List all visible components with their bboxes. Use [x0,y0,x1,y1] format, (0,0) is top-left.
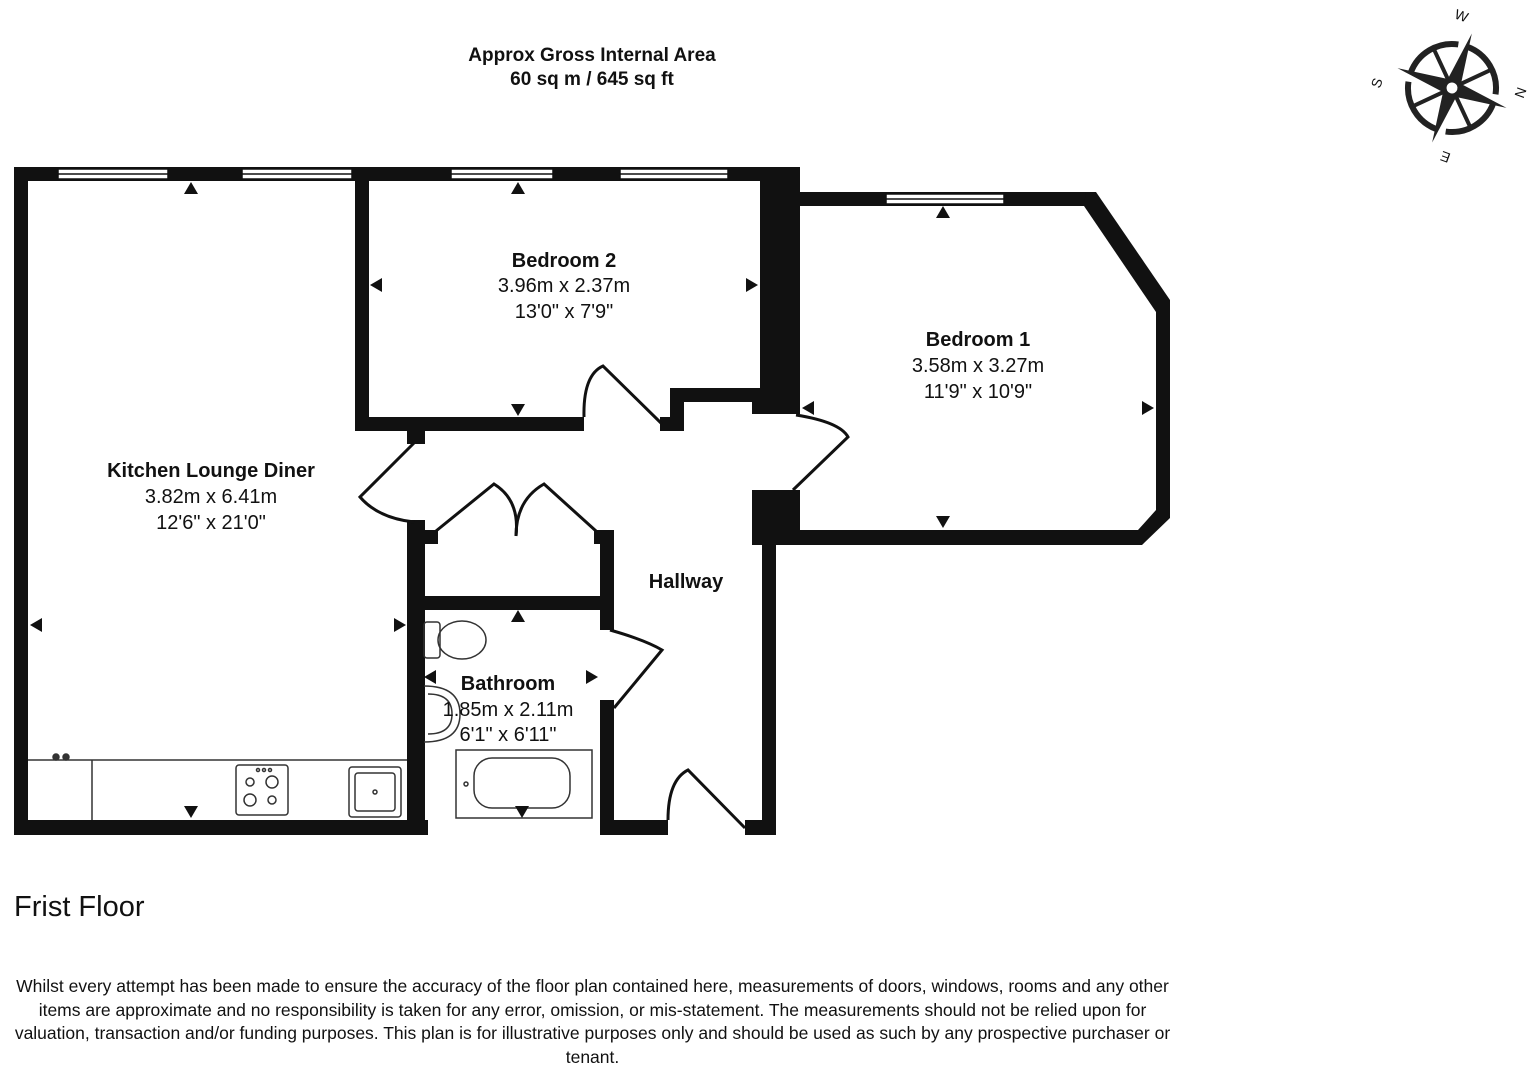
room-metric-bedroom1: 3.58m x 3.27m [911,355,1045,377]
room-imperial-bedroom2: 13'0" x 7'9" [514,301,614,323]
room-metric-bathroom: 1.85m x 2.11m [442,699,574,721]
area-value-line: 60 sq m / 645 sq ft [510,69,674,90]
hob-icon [236,765,288,815]
room-name-bathroom: Bathroom [460,673,556,695]
kitchen-counter [28,754,407,820]
floor-label: Frist Floor [14,891,145,923]
compass-east: E [1438,147,1453,167]
room-name-kitchen: Kitchen Lounge Diner [107,460,315,482]
compass-north: N [1511,85,1530,101]
room-imperial-bathroom: 6'1" x 6'11" [459,724,557,746]
room-name-hallway: Hallway [648,571,724,593]
compass-icon [1378,14,1530,163]
area-title-line: Approx Gross Internal Area [468,45,716,66]
room-name-bedroom2: Bedroom 2 [511,250,617,272]
room-metric-bedroom2: 3.96m x 2.37m [497,275,631,297]
room-imperial-bedroom1: 11'9" x 10'9" [923,381,1033,403]
disclaimer-text: Whilst every attempt has been made to ensure the accuracy of the floor plan contained here, measurements of doors, windows, rooms and any other items are approximate and no responsibility is taken for any error, omission, or mis-statement. The measurements should not be relied upon for valuation, transaction and/or funding purposes. This plan is for illustrative purposes only and should be used as such by any prospective purchaser or tenant. [14,976,1171,1067]
room-imperial-kitchen: 12'6" x 21'0" [156,512,266,534]
room-metric-kitchen: 3.82m x 6.41m [144,486,278,508]
sink-icon [349,767,401,817]
compass-south: S [1367,75,1386,91]
room-name-bedroom1: Bedroom 1 [925,329,1031,351]
compass-west: W [1452,5,1471,26]
toilet-icon [424,621,486,659]
